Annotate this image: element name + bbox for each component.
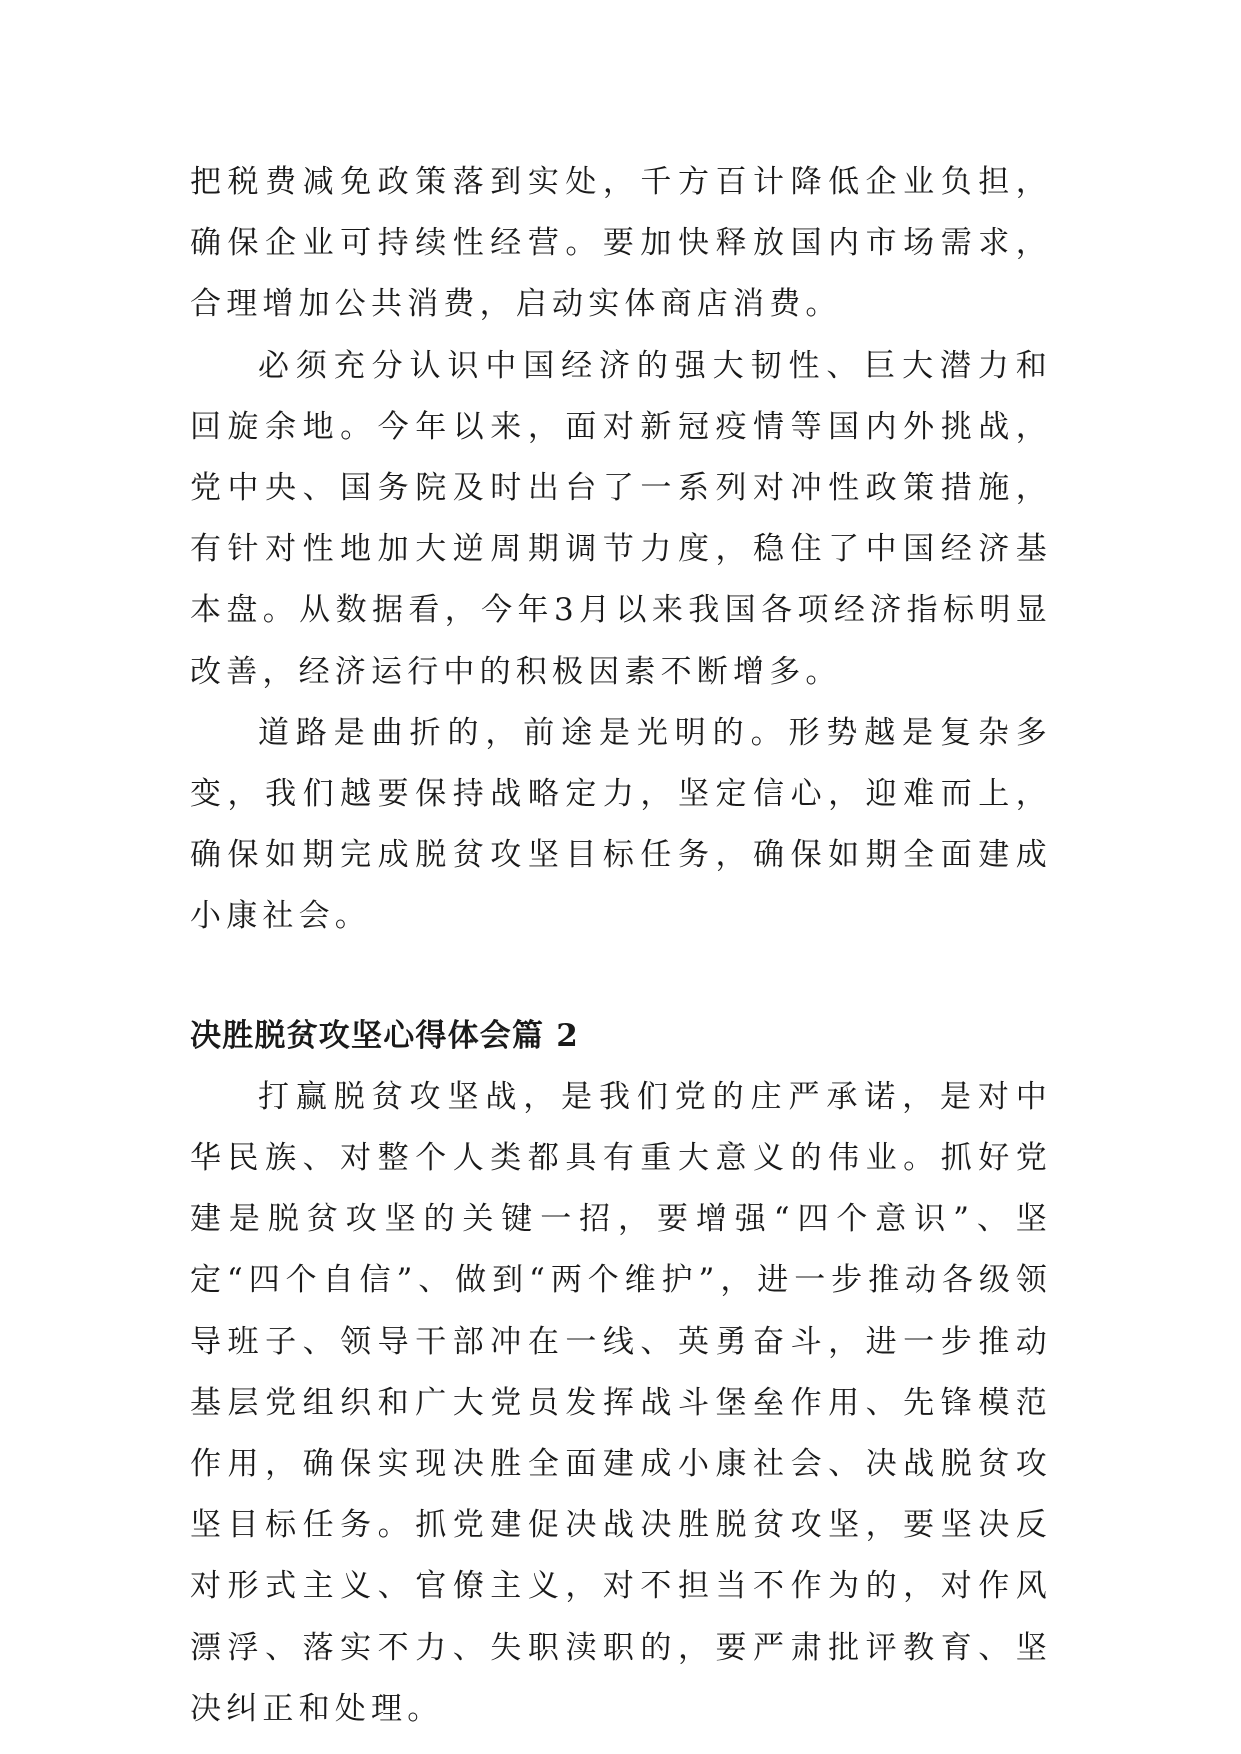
section-gap	[190, 948, 1052, 1006]
paragraph-economy-resilience: 必须充分认识中国经济的强大韧性、巨大潜力和回旋余地。今年以来，面对新冠疫情等国内外挑战，党中央、国务院及时出台了一系列对冲性政策措施，有针对性地加大逆周期调节力度，稳住了中国经济基本盘。从数据看，今年3月以来我国各项经济指标明显改善，经济运行中的积极因素不断增多。	[190, 347, 1052, 690]
section-title: 决胜脱贫攻坚心得体会篇 2	[190, 1017, 579, 1054]
paragraph-party-building: 打赢脱贫攻坚战，是我们党的庄严承诺，是对中华民族、对整个人类都具有重大意义的伟业。抓好党建是脱贫攻坚的关键一招，要增强“四个意识”、坚定“四个自信”、做到“两个维护”，进一步推动各级领导班子、领导干部冲在一线、英勇奋斗，进一步推动基层党组织和广大党员发挥战斗堡垒作用、先锋模范作用，确保实现决胜全面建成小康社会、决战脱贫攻坚目标任务。抓党建促决战决胜脱贫攻坚，要坚决反对形式主义、官僚主义，对不担当不作为的，对作风漂浮、落实不力、失职渎职的，要严肃批评教育、坚决纠正和处理。	[190, 1078, 1052, 1727]
paragraph-continuation: 把税费减免政策落到实处，千方百计降低企业负担，确保企业可持续性经营。要加快释放国内市场需求，合理增加公共消费，启动实体商店消费。	[190, 164, 1052, 323]
paragraph-road-ahead: 道路是曲折的，前途是光明的。形势越是复杂多变，我们越要保持战略定力，坚定信心，迎难而上，确保如期完成脱贫攻坚目标任务，确保如期全面建成小康社会。	[190, 714, 1052, 935]
document-page	[190, 152, 1052, 1740]
